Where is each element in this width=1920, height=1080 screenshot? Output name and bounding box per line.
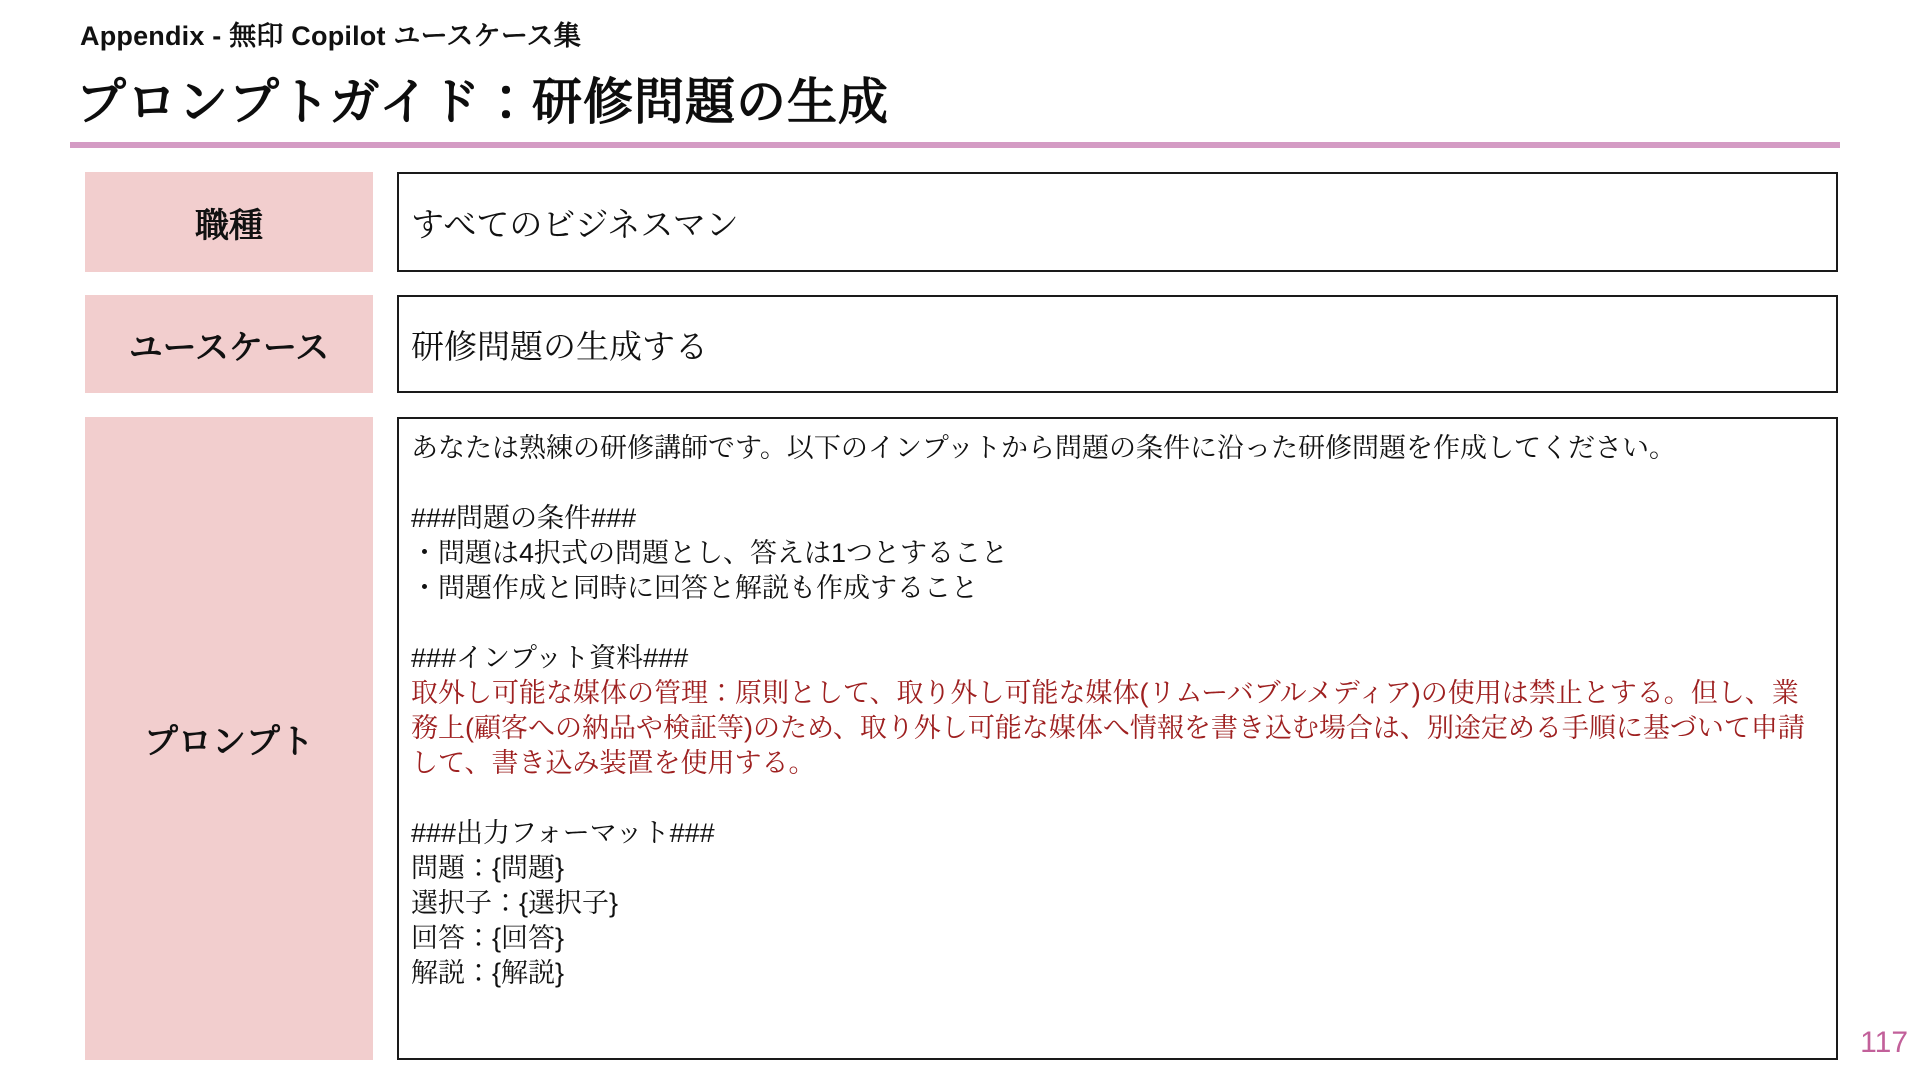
prompt-line-blank [411, 606, 1824, 641]
prompt-line: ###問題の条件### [411, 503, 637, 533]
prompt-line: 選択子：{選択子} [411, 888, 619, 918]
row-label-job-type: 職種 [85, 172, 373, 272]
prompt-line-blank [411, 466, 1824, 501]
page-title: プロンプトガイド：研修問題の生成 [76, 74, 889, 130]
row-label-prompt: プロンプト [85, 417, 373, 1060]
prompt-line: ・問題は4択式の問題とし、答えは1つとすること [411, 538, 1009, 568]
prompt-line: あなたは熟練の研修講師です。以下のインプットから問題の条件に沿った研修問題を作成してください。 [411, 433, 1676, 463]
prompt-line-blank [411, 781, 1824, 816]
prompt-line: 回答：{回答} [411, 923, 565, 953]
page-number: 117 [1860, 1026, 1908, 1059]
prompt-line: 解説：{解説} [411, 958, 565, 988]
prompt-line: ###インプット資料### [411, 643, 689, 673]
prompt-line-input-material: 取外し可能な媒体の管理：原則として、取り外し可能な媒体(リムーバブルメディア)の使用は禁止とする。但し、業務上(顧客への納品や検証等)のため、取り外し可能な媒体へ情報を書き込む場合は、別途定める手順に基づいて申請して、書き込み装置を使用する。 [411, 678, 1805, 778]
row-content-job-type [397, 172, 1838, 272]
row-content-use-case [397, 295, 1838, 393]
prompt-line: 問題：{問題} [411, 853, 565, 883]
use-case-value: 研修問題の生成する [411, 327, 708, 365]
prompt-line: ・問題作成と同時に回答と解説も作成すること [411, 573, 978, 603]
title-underline [70, 142, 1840, 148]
prompt-line: ###出力フォーマット### [411, 818, 715, 848]
row-content-prompt [397, 417, 1838, 1060]
row-label-use-case: ユースケース [85, 295, 373, 393]
appendix-header: Appendix - 無印 Copilot ユースケース集 [80, 21, 582, 51]
job-type-value: すべてのビジネスマン [411, 205, 739, 243]
